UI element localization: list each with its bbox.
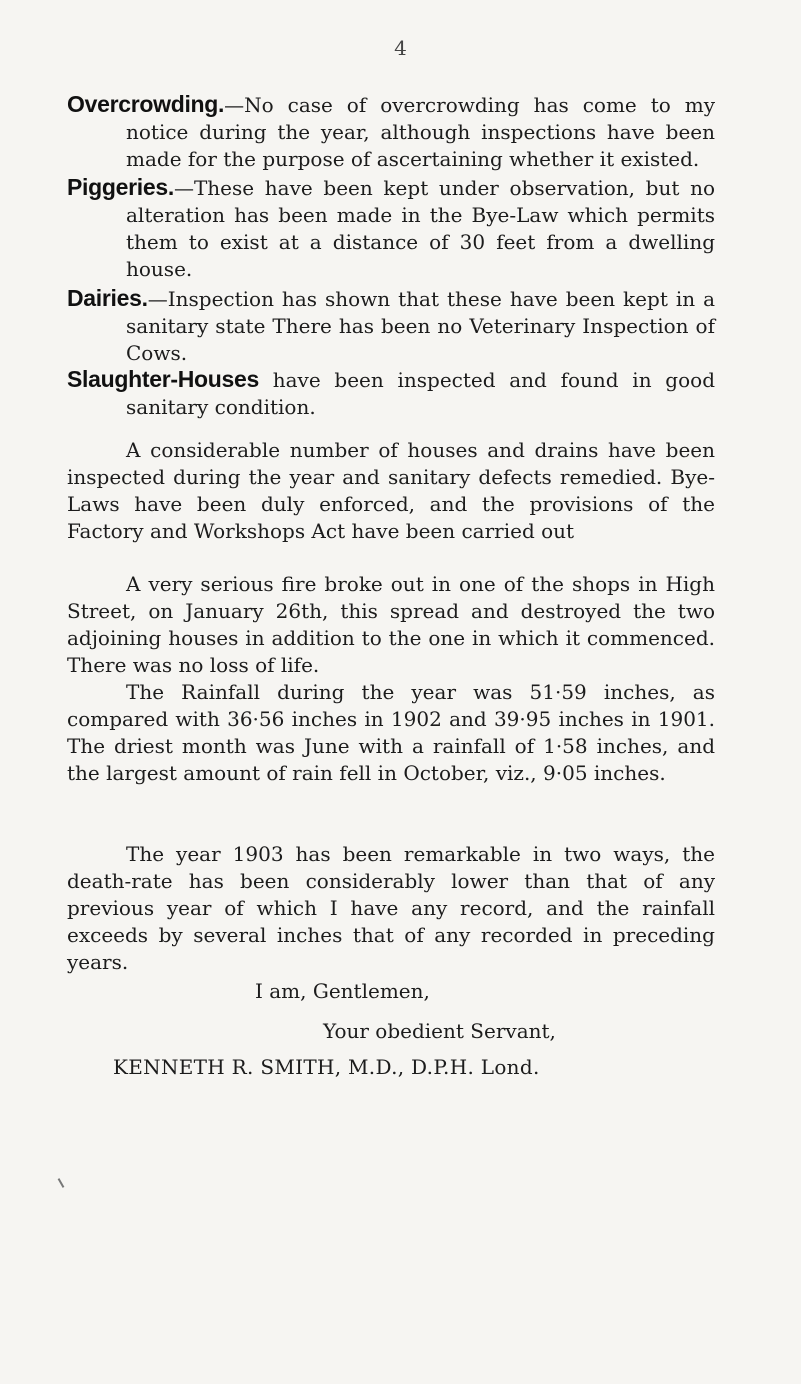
rainfall-paragraph: The Rainfall during the year was 51·59 inches, as compared with 36·56 inches in 1902 and 39·95 inches in 1901. The driest month was June with a rainfall of 1·58 inches, and the largest amount of rain fell in October, viz., 9·05 inches.	[67, 680, 715, 785]
dairies-paragraph	[67, 285, 715, 367]
dairies-text: —Inspection has shown that these have been kept in a sanitary state There has been no Veterinary Inspection of Cows.	[126, 287, 715, 365]
piggeries-paragraph	[67, 174, 715, 283]
overcrowding-paragraph	[67, 91, 715, 173]
slaughter-houses-heading: Slaughter-Houses	[67, 366, 260, 392]
signature: KENNETH R. SMITH, M.D., D.P.H. Lond.	[113, 1055, 540, 1079]
overcrowding-heading: Overcrowding.	[67, 91, 225, 117]
piggeries-text: —These have been kept under observation, but no alteration has been made in the Bye-Law which permits them to exist at a distance of 30 feet from a dwelling house.	[126, 176, 715, 281]
piggeries-heading: Piggeries.	[67, 174, 174, 200]
slaughter-houses-paragraph	[67, 366, 715, 421]
page-number: 4	[394, 36, 407, 60]
salutation: I am, Gentlemen,	[255, 979, 430, 1003]
year-1903-paragraph: The year 1903 has been remarkable in two ways, the death-rate has been considerably lower than that of any previous year of which I have any record, and the rainfall exceeds by several inches that of any recorded in preceding years.	[67, 842, 715, 974]
margin-mark	[58, 1178, 65, 1188]
slaughter-houses-text: have been inspected and found in good sanitary condition.	[126, 368, 715, 419]
fire-paragraph: A very serious fire broke out in one of the shops in High Street, on January 26th, this spread and destroyed the two adjoining houses in addition to the one in which it commenced. There was no loss of life.	[67, 572, 715, 677]
houses-drains-paragraph: A considerable number of houses and drains have been inspected during the year and sanitary defects remedied. Bye-Laws have been duly enforced, and the provisions of the Factory and Workshops Act have been carried out	[67, 438, 715, 543]
valediction: Your obedient Servant,	[323, 1019, 556, 1043]
overcrowding-text: —No case of overcrowding has come to my notice during the year, although inspections have been made for the purpose of ascertaining whether it existed.	[126, 93, 715, 171]
dairies-heading: Dairies.	[67, 285, 148, 311]
